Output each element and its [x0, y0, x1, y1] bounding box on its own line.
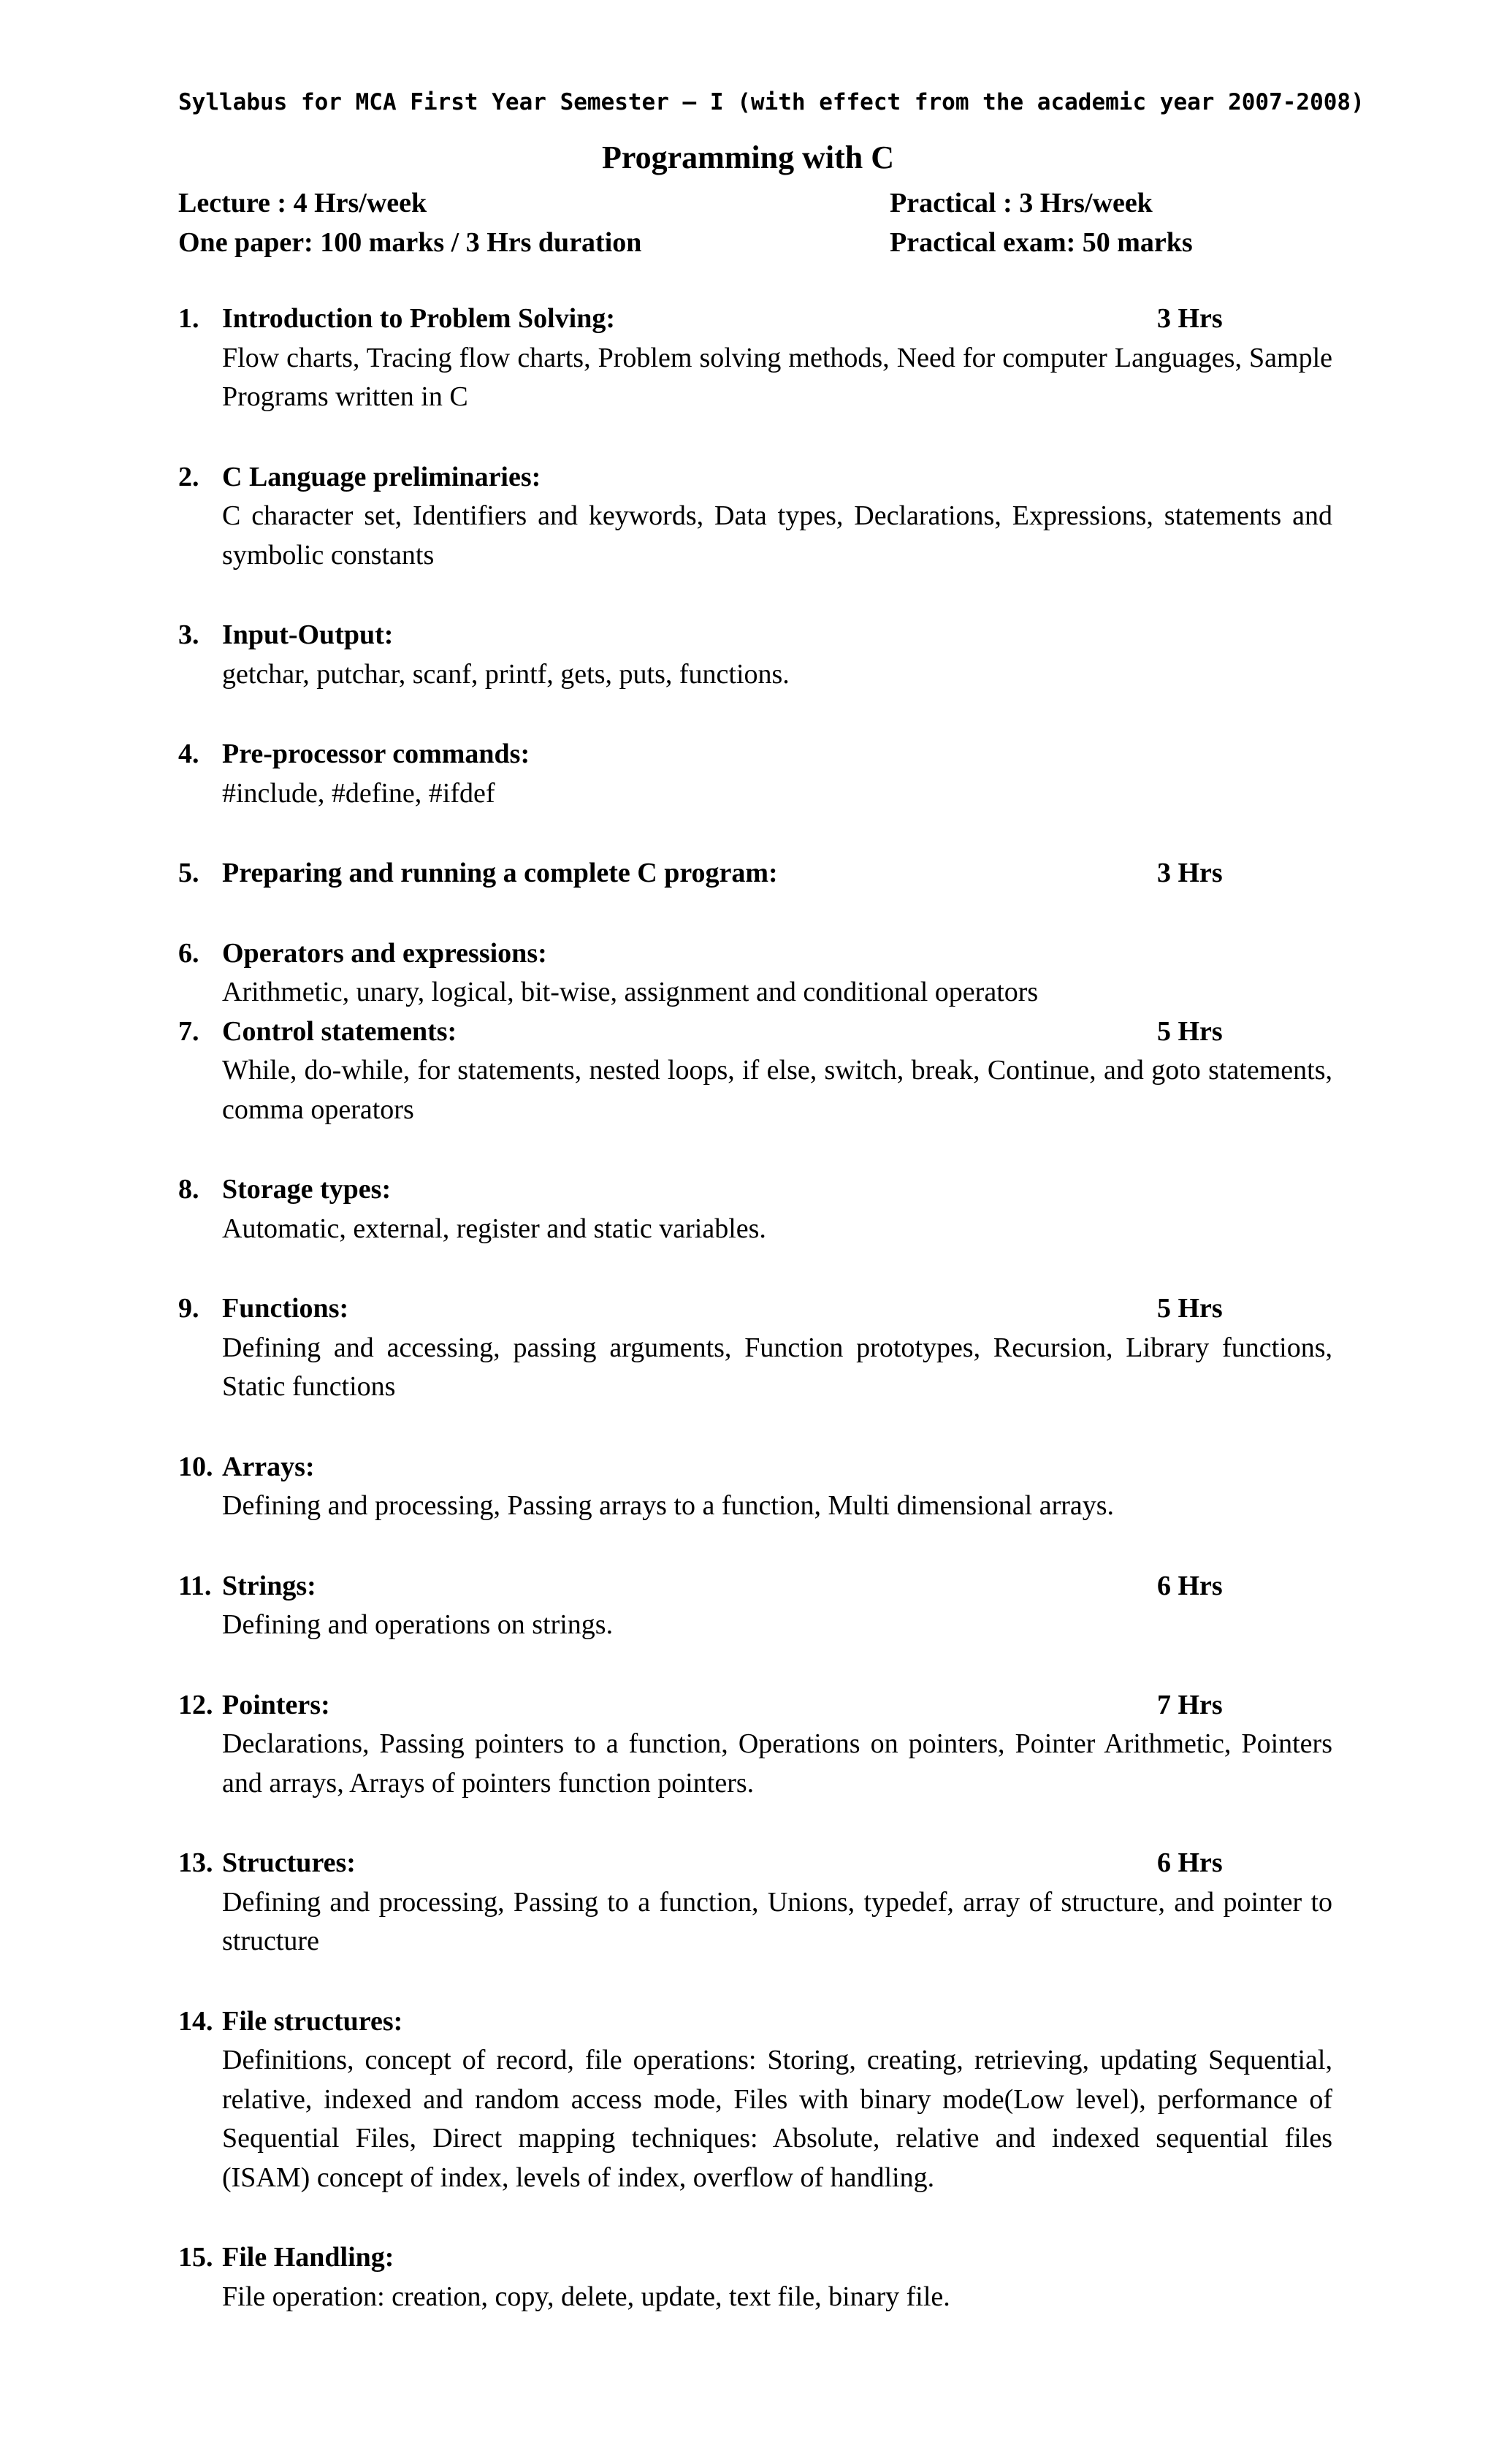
topic-title: File Handling:: [222, 2242, 394, 2273]
topic-hours: 5 Hrs: [1157, 1015, 1223, 1047]
topic-item: [178, 1012, 1332, 1130]
topic-heading: [178, 934, 1332, 974]
topic-number: 8.: [178, 1174, 199, 1205]
topic-number: 14.: [178, 2005, 213, 2037]
course-title: Programming with C: [601, 140, 895, 175]
topic-description: Automatic, external, register and static variables.: [222, 1213, 766, 1244]
topic-heading: [178, 1012, 1332, 1052]
topic-hours: 5 Hrs: [1157, 1293, 1223, 1324]
topic-number: 10.: [178, 1451, 213, 1482]
topic-number: 6.: [178, 937, 199, 969]
topic-item: [178, 1844, 1332, 1961]
topic-number: 3.: [178, 619, 199, 650]
topic-title: Arrays:: [222, 1451, 315, 1482]
topic-number: 12.: [178, 1689, 213, 1720]
topic-hours: 7 Hrs: [1157, 1689, 1223, 1720]
topic-item: [178, 616, 1332, 694]
topic-item: [178, 1170, 1332, 1248]
topic-number: 13.: [178, 1847, 213, 1878]
topic-description: Definitions, concept of record, file operations: Storing, creating, retrieving, updating Sequential, relative, indexed and random access mode, Files with binary mode(Low level), performance of Sequential Files, Direct mapping techniques: Absolute, relative and indexed sequential files (ISAM) concept of index, levels of index, overflow of handling.: [222, 2045, 1332, 2193]
topic-number: 9.: [178, 1293, 199, 1324]
topic-heading: [178, 1448, 1332, 1487]
topic-heading: [178, 616, 1332, 655]
topic-title: Storage types:: [222, 1174, 392, 1205]
topic-description: Defining and accessing, passing arguments, Function prototypes, Recursion, Library functions, Static functions: [222, 1332, 1332, 1402]
topic-hours: 3 Hrs: [1157, 303, 1223, 334]
topic-heading: [178, 735, 1332, 774]
topic-hours: 6 Hrs: [1157, 1570, 1223, 1601]
topic-title: Introduction to Problem Solving:: [222, 303, 616, 334]
topic-heading: [178, 854, 1332, 893]
topic-number: 15.: [178, 2242, 213, 2273]
topic-description: While, do-while, for statements, nested loops, if else, switch, break, Continue, and goto statements, comma operators: [222, 1055, 1332, 1125]
topic-title: Strings:: [222, 1570, 316, 1601]
topic-description: #include, #define, #ifdef: [222, 777, 495, 809]
topic-item: [178, 2002, 1332, 2198]
topic-item: [178, 934, 1332, 1012]
topic-item: [178, 300, 1332, 417]
topic-heading: [178, 1289, 1332, 1329]
topic-description: File operation: creation, copy, delete, update, text file, binary file.: [222, 2281, 950, 2312]
topic-number: 7.: [178, 1015, 199, 1047]
topic-description: Arithmetic, unary, logical, bit-wise, assignment and conditional operators: [222, 977, 1039, 1007]
topic-heading: [178, 300, 1332, 339]
practical-hours: Practical : 3 Hrs/week: [890, 188, 1153, 218]
topic-title: Functions:: [222, 1293, 349, 1324]
topic-heading: [178, 2238, 1332, 2278]
topic-description: Defining and processing, Passing to a function, Unions, typedef, array of structure, and pointer to structure: [222, 1886, 1332, 1956]
lecture-hours: Lecture : 4 Hrs/week: [178, 188, 427, 218]
topic-item: [178, 1686, 1332, 1804]
topic-description: Defining and operations on strings.: [222, 1609, 614, 1640]
practical-exam-info: Practical exam: 50 marks: [890, 227, 1193, 258]
topic-title: Structures:: [222, 1847, 356, 1878]
topic-heading: [178, 1686, 1332, 1725]
topic-list: [178, 300, 1332, 2357]
topic-item: [178, 735, 1332, 813]
topic-number: 1.: [178, 303, 199, 334]
topic-heading: [178, 1567, 1332, 1606]
topic-description: Declarations, Passing pointers to a function, Operations on pointers, Pointer Arithmetic, Pointers and arrays, Arrays of pointers function pointers.: [222, 1728, 1332, 1799]
syllabus-header: Syllabus for MCA First Year Semester – I (with effect from the academic year 2007-2008): [178, 89, 1365, 115]
topic-description: getchar, putchar, scanf, printf, gets, puts, functions.: [222, 658, 790, 690]
topic-hours: 6 Hrs: [1157, 1847, 1223, 1878]
topic-heading: [178, 458, 1332, 497]
topic-title: Operators and expressions:: [222, 937, 547, 969]
topic-title: File structures:: [222, 2005, 403, 2037]
topic-description: C character set, Identifiers and keywords, Data types, Declarations, Expressions, statements and symbolic constants: [222, 500, 1332, 571]
topic-number: 4.: [178, 739, 199, 769]
topic-number: 11.: [178, 1570, 212, 1601]
topic-title: Preparing and running a complete C program:: [222, 858, 778, 888]
topic-heading: [178, 1170, 1332, 1210]
topic-heading: [178, 1844, 1332, 1883]
topic-title: Input-Output:: [222, 619, 394, 650]
topic-number: 5.: [178, 858, 199, 888]
topic-description: Defining and processing, Passing arrays to a function, Multi dimensional arrays.: [222, 1490, 1115, 1521]
paper-info: One paper: 100 marks / 3 Hrs duration: [178, 227, 642, 258]
topic-item: [178, 854, 1332, 893]
topic-title: Pointers:: [222, 1689, 330, 1720]
topic-heading: [178, 2002, 1332, 2042]
topic-item: [178, 1289, 1332, 1407]
topic-item: [178, 1567, 1332, 1645]
topic-item: [178, 2238, 1332, 2316]
topic-title: Pre-processor commands:: [222, 739, 530, 769]
topic-description: Flow charts, Tracing flow charts, Problem solving methods, Need for computer Languages, Sample Programs written in C: [222, 342, 1332, 412]
topic-item: [178, 1448, 1332, 1526]
topic-title: C Language preliminaries:: [222, 461, 541, 492]
topic-item: [178, 458, 1332, 576]
topic-number: 2.: [178, 461, 199, 492]
topic-hours: 3 Hrs: [1157, 858, 1223, 888]
topic-title: Control statements:: [222, 1015, 457, 1047]
